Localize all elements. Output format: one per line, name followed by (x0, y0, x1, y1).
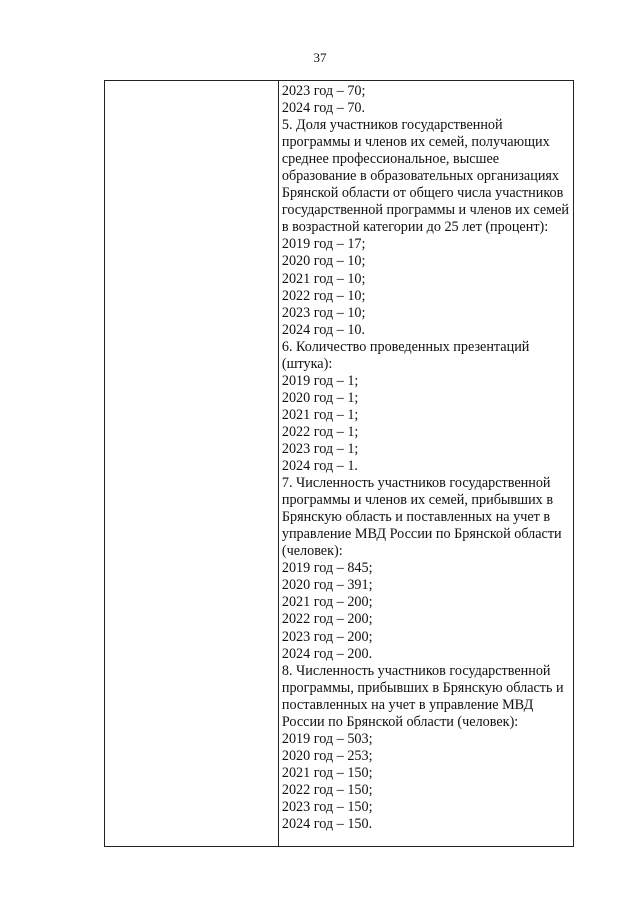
text-line: 2021 год – 200; (281, 594, 373, 611)
text-line: 2024 год – 200. (281, 645, 373, 662)
text-line: 2022 год – 10; (281, 287, 366, 304)
text-line: Брянской области от общего числа участников (281, 185, 564, 202)
text-line: 6. Количество проведенных презентаций (281, 338, 530, 355)
text-line: 2023 год – 70; (281, 83, 366, 99)
page-number: 37 (313, 50, 327, 65)
text-line: 2021 год – 1; (281, 406, 359, 423)
text-line: управление МВД России по Брянской области (281, 526, 562, 543)
document-table (104, 80, 574, 847)
text-line: Брянскую область и поставленных на учет в (281, 509, 551, 526)
text-line: среднее профессиональное, высшее (281, 151, 500, 168)
text-line: 2020 год – 391; (281, 577, 373, 594)
text-line: 2024 год – 150. (281, 816, 373, 833)
text-line: 2023 год – 10; (281, 304, 366, 321)
text-line: 2023 год – 1; (281, 440, 359, 457)
table-left-column (105, 81, 279, 846)
text-line: 2021 год – 10; (281, 270, 366, 287)
text-line: образование в образовательных организациях (281, 168, 560, 185)
text-line: программы и членов их семей, получающих (281, 134, 550, 151)
text-line: России по Брянской области (человек): (281, 713, 519, 730)
text-line: (штука): (281, 355, 333, 372)
text-line: 2024 год – 10. (281, 321, 366, 338)
text-line: 2023 год – 200; (281, 628, 373, 645)
text-line: 2022 год – 200; (281, 611, 373, 628)
text-line: 2023 год – 150; (281, 798, 373, 815)
text-line: в возрастной категории до 25 лет (процент): (281, 219, 549, 236)
text-line: 2022 год – 1; (281, 423, 359, 440)
text-line: 2019 год – 845; (281, 560, 373, 577)
text-line: государственной программы и членов их семей (281, 202, 569, 219)
text-line: 5. Доля участников государственной (281, 117, 503, 134)
text-line: 2020 год – 1; (281, 389, 359, 406)
text-line: 2019 год – 17; (281, 236, 366, 253)
text-line: 2024 год – 1. (281, 458, 358, 475)
text-line: 2020 год – 253; (281, 747, 373, 764)
text-line: 2019 год – 503; (281, 730, 373, 747)
text-line: 2019 год – 1; (281, 372, 359, 389)
text-line: программы и членов их семей, прибывших в (281, 492, 554, 509)
text-line: 8. Численность участников государственной (281, 662, 551, 679)
text-line: 2021 год – 150; (281, 764, 373, 781)
table-right-column (279, 81, 573, 846)
text-line: 2022 год – 150; (281, 781, 373, 798)
text-line: 2024 год – 70. (281, 100, 366, 117)
text-line: 7. Численность участников государственной (281, 475, 551, 492)
text-line: 2020 год – 10; (281, 253, 366, 270)
text-line: (человек): (281, 543, 343, 560)
text-line: программы, прибывших в Брянскую область и (281, 679, 564, 696)
text-line: поставленных на учет в управление МВД (281, 696, 534, 713)
